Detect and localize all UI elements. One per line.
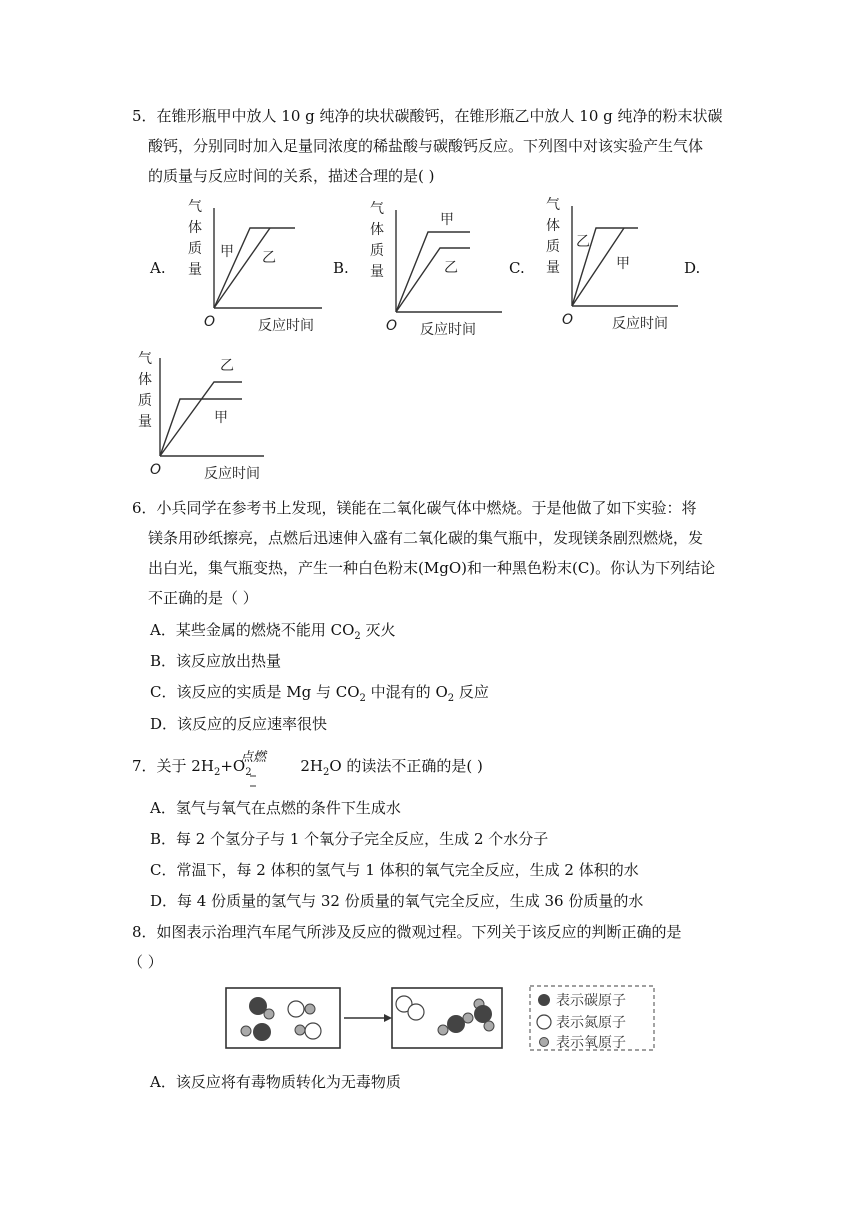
- q5-graph-c: [538, 196, 701, 341]
- q5-a-xlabel: 反应时间: [258, 318, 314, 334]
- q5-d-ylabel-3: 质: [138, 393, 152, 409]
- q5-line1: 5．在锥形瓶甲中放人 10 g 纯净的块状碳酸钙，在锥形瓶乙中放人 10 g 纯净的粉末状碳: [132, 107, 723, 125]
- q5-b-ylabel-3: 质: [370, 243, 384, 259]
- product-molecules: [396, 996, 494, 1035]
- q5-graph-d: [134, 350, 294, 485]
- q8-line2: （ ）: [128, 953, 163, 971]
- q6-option-b[interactable]: B．该反应放出热量: [150, 652, 282, 670]
- q7-stem: 7．关于 $2H_2+O_2$ $2H_2O$ 的读法不正确的是( ): [132, 757, 483, 778]
- reactant-molecules: [241, 997, 321, 1041]
- q5-c-xlabel: 反应时间: [612, 316, 668, 332]
- q6-line3: 出白光，集气瓶变热，产生一种白色粉末(MgO)和一种黑色粉末(C)。你认为下列结论: [148, 559, 716, 577]
- legend-oxygen: 表示氧原子: [556, 1035, 626, 1051]
- q5-option-c-label[interactable]: C.: [509, 259, 525, 277]
- q5-d-yi: 乙: [220, 358, 234, 374]
- q5-option-a-label[interactable]: A.: [150, 259, 166, 277]
- q5-c-origin: O: [562, 312, 574, 328]
- q5-c-ylabel-3: 质: [546, 239, 560, 255]
- q7-option-c[interactable]: C．常温下，每 2 体积的氢气与 1 体积的氧气完全反应，生成 2 体积的水: [150, 861, 639, 879]
- oxygen-atom-icon: [540, 1038, 549, 1047]
- q6-line2: 镁条用砂纸擦亮，点燃后迅速伸入盛有二氧化碳的集气瓶中，发现镁条剧烈燃烧，发: [148, 529, 704, 547]
- q5-line2: 酸钙，分别同时加入足量同浓度的稀盐酸与碳酸钙反应。下列图中对该实验产生气体: [148, 137, 704, 155]
- q5-d-origin: O: [150, 462, 162, 478]
- q6-line4: 不正确的是（ ）: [148, 589, 258, 607]
- q6-line1: 6．小兵同学在参考书上发现，镁能在二氧化碳气体中燃烧。于是他做了如下实验：将: [132, 499, 697, 517]
- q5-b-ylabel-2: 体: [370, 222, 384, 238]
- q5-b-ylabel-1: 气: [370, 201, 384, 217]
- q5-b-jia: 甲: [440, 212, 454, 228]
- carbon-atom-icon: [538, 994, 550, 1006]
- q8-option-a[interactable]: A．该反应将有毒物质转化为无毒物质: [150, 1073, 401, 1091]
- q5-a-jia: 甲: [220, 244, 234, 260]
- q6-option-d[interactable]: D．该反应的反应速率很快: [150, 715, 328, 733]
- q5-a-ylabel-3: 质: [188, 241, 202, 257]
- legend-nitrogen: 表示氮原子: [556, 1015, 626, 1031]
- q5-a-yi: 乙: [262, 250, 276, 266]
- q7-condition: 点燃: [240, 750, 267, 765]
- nitrogen-atom-icon: [537, 1015, 551, 1029]
- q5-d-ylabel-4: 量: [138, 414, 152, 430]
- legend-carbon: 表示碳原子: [556, 993, 626, 1009]
- q5-c-ylabel-4: 量: [546, 260, 560, 276]
- q5-b-xlabel: 反应时间: [420, 322, 476, 338]
- q5-c-ylabel-2: 体: [546, 218, 560, 234]
- q5-a-ylabel-4: 量: [188, 262, 202, 278]
- q5-option-b-label[interactable]: B.: [333, 259, 349, 277]
- q7-option-b[interactable]: B．每 2 个氢分子与 1 个氧分子完全反应，生成 2 个水分子: [150, 830, 549, 848]
- q6-option-c[interactable]: C．该反应的实质是 Mg 与 $CO_2$ 中混有的 $O_2$ 反应: [150, 683, 489, 704]
- q5-line3: 的质量与反应时间的关系，描述合理的是( ): [148, 167, 435, 185]
- q7-option-d[interactable]: D．每 4 份质量的氢气与 32 份质量的氧气完全反应，生成 36 份质量的水: [150, 892, 644, 910]
- reactant-box: [226, 988, 340, 1048]
- q7-option-a[interactable]: A．氢气与氧气在点燃的条件下生成水: [150, 799, 401, 817]
- q5-b-yi: 乙: [444, 260, 458, 276]
- q5-option-d-label[interactable]: D.: [684, 259, 701, 277]
- q5-graph-a: [180, 196, 340, 341]
- q5-a-ylabel-1: 气: [188, 199, 202, 215]
- q5-a-origin: O: [204, 314, 216, 330]
- q5-b-ylabel-4: 量: [370, 264, 384, 280]
- q5-a-ylabel-2: 体: [188, 220, 202, 236]
- q5-c-yi: 乙: [576, 234, 590, 250]
- q5-d-xlabel: 反应时间: [204, 466, 260, 482]
- q6-option-a[interactable]: A．某些金属的燃烧不能用 $CO_2$ 灭火: [150, 621, 396, 642]
- q7-equal-sign: [248, 772, 258, 792]
- q8-line1: 8．如图表示治理汽车尾气所涉及反应的微观过程。下列关于该反应的判断正确的是: [132, 923, 682, 941]
- q8-reaction-diagram: [224, 984, 664, 1054]
- q5-d-ylabel-1: 气: [138, 351, 152, 367]
- q5-graph-b: [360, 200, 520, 345]
- q5-c-jia: 甲: [616, 256, 630, 272]
- q5-c-ylabel-1: 气: [546, 197, 560, 213]
- q5-d-ylabel-2: 体: [138, 372, 152, 388]
- q5-d-jia: 甲: [214, 410, 228, 426]
- q5-b-origin: O: [386, 318, 398, 334]
